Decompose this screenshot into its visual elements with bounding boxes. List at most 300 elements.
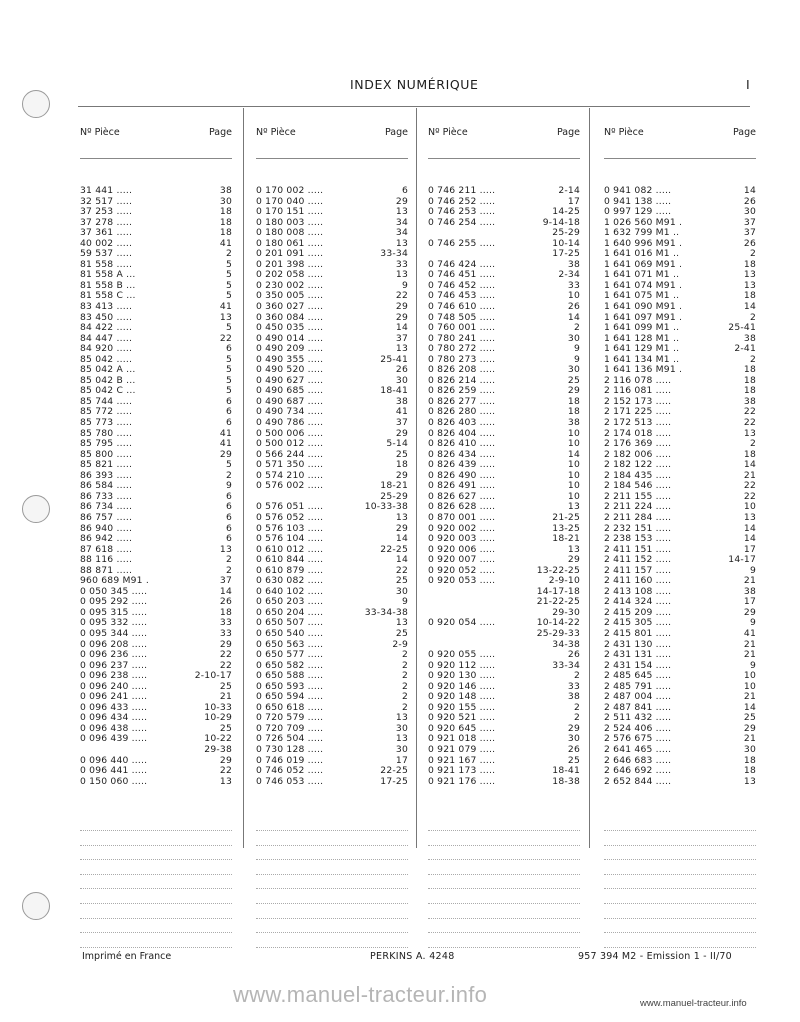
part-number: 2 646 683 ..... — [604, 754, 672, 766]
index-entry — [428, 629, 580, 640]
part-number: 0 096 238 ..... — [80, 670, 148, 682]
part-number: 0 201 091 ..... — [256, 248, 324, 260]
page-reference: 13 — [219, 311, 232, 323]
part-number: 0 650 618 ..... — [256, 701, 324, 713]
part-number: 0 490 627 ..... — [256, 374, 324, 386]
index-entry — [428, 534, 580, 545]
page-reference: 22 — [395, 564, 408, 576]
page-reference: 18-38 — [552, 775, 580, 787]
page-reference: 2 — [401, 649, 408, 661]
page-reference: 10 — [743, 670, 756, 682]
page-reference: 6 — [225, 511, 232, 523]
page-reference: 2 — [749, 248, 756, 260]
part-number: 0 490 014 ..... — [256, 332, 324, 344]
page-reference: 18 — [219, 216, 232, 228]
index-entry — [428, 418, 580, 429]
part-number: 2 641 465 ..... — [604, 743, 672, 755]
part-number: 0 826 208 ..... — [428, 364, 496, 376]
page-reference: 2-14 — [558, 185, 580, 196]
part-number: 0 826 490 ..... — [428, 469, 496, 481]
part-number: 0 826 628 ..... — [428, 501, 496, 513]
index-entry — [256, 513, 408, 524]
page-reference: 22 — [743, 490, 756, 502]
header-piece: Nº Pièce — [80, 127, 120, 138]
part-number: 0 746 453 ..... — [428, 290, 496, 302]
page-reference: 9 — [573, 353, 580, 365]
page-reference: 2 — [749, 438, 756, 450]
part-number: 86 393 ..... — [80, 469, 133, 481]
part-number: 84 447 ..... — [80, 332, 133, 344]
part-number: 2 411 160 ..... — [604, 575, 672, 587]
page-reference: 29 — [219, 754, 232, 766]
part-number: 0 096 434 ..... — [80, 712, 148, 724]
part-number: 1 026 560 M91 . — [604, 216, 683, 228]
part-number: 0 730 128 ..... — [256, 743, 324, 755]
part-number: 0 610 012 ..... — [256, 543, 324, 555]
page-reference: 21-22-25 — [536, 596, 580, 608]
part-number: 0 826 439 ..... — [428, 459, 496, 471]
part-number: 0 921 176 ..... — [428, 775, 496, 787]
part-number: 85 042 B ... — [80, 374, 136, 386]
page-reference: 2 — [401, 691, 408, 703]
part-number: 0 746 424 ..... — [428, 258, 496, 270]
page-reference: 21-25 — [552, 511, 580, 523]
part-number: 0 096 208 ..... — [80, 638, 148, 650]
page-reference: 10 — [567, 490, 580, 502]
blank-entry-lines — [604, 830, 756, 961]
part-number: 1 641 136 M91 . — [604, 364, 683, 376]
part-number: 2 232 151 ..... — [604, 522, 672, 534]
part-number: 2 524 406 ..... — [604, 722, 672, 734]
index-entry — [256, 629, 408, 640]
page-reference: 5 — [225, 364, 232, 376]
page-reference: 10 — [567, 480, 580, 492]
part-number: 0 826 214 ..... — [428, 374, 496, 386]
index-entry — [80, 302, 232, 313]
page-reference: 13 — [219, 775, 232, 787]
page-reference: 18 — [743, 448, 756, 460]
page-reference: 9 — [401, 279, 408, 291]
part-number: 0 650 203 ..... — [256, 596, 324, 608]
page-reference: 30 — [395, 743, 408, 755]
part-number: 0 826 491 ..... — [428, 480, 496, 492]
page-reference: 10-33-38 — [364, 501, 408, 513]
part-number: 37 253 ..... — [80, 206, 133, 218]
part-number: 2 172 513 ..... — [604, 417, 672, 429]
part-number: 0 170 040 ..... — [256, 195, 324, 207]
part-number: 2 415 209 ..... — [604, 606, 672, 618]
page-reference: 5 — [225, 459, 232, 471]
page-reference: 30 — [743, 743, 756, 755]
page-reference: 6 — [225, 417, 232, 429]
page-reference: 29 — [567, 385, 580, 397]
blank-line — [604, 903, 756, 904]
column-header — [604, 127, 756, 141]
page-reference: 18 — [219, 206, 232, 218]
part-number: 0 574 210 ..... — [256, 469, 324, 481]
part-number: 31 441 ..... — [80, 185, 133, 196]
part-number: 0 780 273 ..... — [428, 353, 496, 365]
page-reference: 33-34-38 — [364, 606, 408, 618]
part-number: 0 826 280 ..... — [428, 406, 496, 418]
page-reference: 18 — [743, 364, 756, 376]
part-number: 86 734 ..... — [80, 501, 133, 513]
part-number: 0 941 082 ..... — [604, 185, 672, 196]
page-reference: 13 — [743, 427, 756, 439]
part-number: 2 238 153 ..... — [604, 533, 672, 545]
index-entry — [428, 745, 580, 756]
part-number: 2 211 284 ..... — [604, 511, 672, 523]
page-reference: 9 — [749, 617, 756, 629]
blank-line — [428, 874, 580, 875]
index-rows — [80, 186, 232, 787]
column-separator — [416, 108, 417, 848]
page-reference: 25 — [395, 627, 408, 639]
page-reference: 37 — [395, 332, 408, 344]
index-entry — [604, 777, 756, 788]
index-entry — [80, 513, 232, 524]
page-reference: 29 — [395, 311, 408, 323]
part-number: 86 757 ..... — [80, 511, 133, 523]
page-reference: 25 — [219, 680, 232, 692]
index-entry — [256, 186, 408, 197]
page-reference: 33 — [567, 680, 580, 692]
page-reference: 30 — [567, 364, 580, 376]
index-entry — [428, 186, 580, 197]
part-number: 2 182 122 ..... — [604, 459, 672, 471]
part-number: 2 415 801 ..... — [604, 627, 672, 639]
index-rows — [428, 186, 580, 787]
part-number: 2 211 224 ..... — [604, 501, 672, 513]
page-reference: 26 — [567, 743, 580, 755]
page-reference: 34 — [395, 216, 408, 228]
blank-line — [256, 859, 408, 860]
part-number: 1 641 075 M1 .. — [604, 290, 680, 302]
index-column-2 — [256, 120, 408, 846]
page-reference: 18 — [567, 395, 580, 407]
blank-line — [604, 830, 756, 831]
page-reference: 29-38 — [204, 743, 232, 755]
page-reference: 10 — [743, 501, 756, 513]
part-number: 0 870 001 ..... — [428, 511, 496, 523]
page-reference: 38 — [743, 395, 756, 407]
page-reference: 21 — [743, 469, 756, 481]
part-number: 85 772 ..... — [80, 406, 133, 418]
index-column-4 — [604, 120, 756, 846]
part-number: 81 558 ..... — [80, 258, 133, 270]
part-number: 0 096 237 ..... — [80, 659, 148, 671]
part-number: 0 095 344 ..... — [80, 627, 148, 639]
index-entry — [80, 418, 232, 429]
page-reference: 38 — [567, 417, 580, 429]
page-reference: 5 — [225, 258, 232, 270]
index-entry — [80, 186, 232, 197]
index-entry — [604, 513, 756, 524]
page-reference: 30 — [395, 722, 408, 734]
part-number: 85 780 ..... — [80, 427, 133, 439]
part-number: 0 746 019 ..... — [256, 754, 324, 766]
page-title: INDEX NUMÉRIQUE — [350, 77, 479, 92]
part-number: 0 050 345 ..... — [80, 585, 148, 597]
footer-printed-in: Imprimé en France — [82, 951, 172, 962]
page-reference: 2-10-17 — [194, 670, 232, 682]
part-number: 0 920 007 ..... — [428, 554, 496, 566]
page-reference: 33 — [395, 258, 408, 270]
page-reference: 6 — [225, 395, 232, 407]
part-number: 2 652 844 ..... — [604, 775, 672, 787]
page-reference: 21 — [743, 638, 756, 650]
part-number: 2 415 305 ..... — [604, 617, 672, 629]
part-number: 1 641 099 M1 .. — [604, 322, 680, 334]
part-number: 2 184 435 ..... — [604, 469, 672, 481]
index-entry — [256, 745, 408, 756]
header-piece: Nº Pièce — [428, 127, 468, 138]
page-reference: 2 — [225, 469, 232, 481]
part-number: 2 511 432 ..... — [604, 712, 672, 724]
page-reference: 21 — [743, 649, 756, 661]
blank-line — [428, 845, 580, 846]
part-number: 0 920 148 ..... — [428, 691, 496, 703]
blank-line — [256, 932, 408, 933]
page-reference: 17 — [567, 195, 580, 207]
part-number: 2 411 152 ..... — [604, 554, 672, 566]
page-reference: 18 — [743, 765, 756, 777]
part-number: 85 744 ..... — [80, 395, 133, 407]
page-reference: 5 — [225, 374, 232, 386]
part-number: 0 201 398 ..... — [256, 258, 324, 270]
part-number: 2 411 157 ..... — [604, 564, 672, 576]
page-reference: 13 — [567, 543, 580, 555]
blank-line — [80, 903, 232, 904]
part-number: 2 182 006 ..... — [604, 448, 672, 460]
page-reference: 13 — [743, 775, 756, 787]
page-reference: 10 — [567, 438, 580, 450]
page-reference: 29 — [395, 469, 408, 481]
part-number: 81 558 B ... — [80, 279, 136, 291]
part-number: 0 490 685 ..... — [256, 385, 324, 397]
part-number: 2 116 081 ..... — [604, 385, 672, 397]
part-number: 2 211 155 ..... — [604, 490, 672, 502]
page-reference: 29 — [219, 638, 232, 650]
part-number: 0 920 521 ..... — [428, 712, 496, 724]
page-reference: 22 — [219, 332, 232, 344]
page-reference: 13 — [395, 712, 408, 724]
page-reference: 33 — [219, 627, 232, 639]
part-number: 0 576 002 ..... — [256, 480, 324, 492]
part-number: 0 826 404 ..... — [428, 427, 496, 439]
part-number: 84 422 ..... — [80, 322, 133, 334]
part-number: 0 610 844 ..... — [256, 554, 324, 566]
part-number: 0 490 520 ..... — [256, 364, 324, 376]
part-number: 85 821 ..... — [80, 459, 133, 471]
page-reference: 18 — [743, 290, 756, 302]
page-reference: 18-21 — [380, 480, 408, 492]
page-reference: 14 — [743, 533, 756, 545]
blank-entry-lines — [256, 830, 408, 961]
part-number: 0 230 002 ..... — [256, 279, 324, 291]
part-number: 0 746 253 ..... — [428, 206, 496, 218]
part-number: 0 096 441 ..... — [80, 765, 148, 777]
index-entry — [256, 418, 408, 429]
page-reference: 18 — [743, 374, 756, 386]
page-reference: 9 — [401, 596, 408, 608]
part-number: 85 773 ..... — [80, 417, 133, 429]
page-reference: 13 — [395, 237, 408, 249]
page-reference: 2 — [573, 322, 580, 334]
page-reference: 22 — [743, 417, 756, 429]
watermark-small: www.manuel-tracteur.info — [640, 998, 747, 1009]
part-number: 0 096 433 ..... — [80, 701, 148, 713]
part-number: 0 490 734 ..... — [256, 406, 324, 418]
page-reference: 6 — [225, 501, 232, 513]
page-reference: 5-14 — [386, 438, 408, 450]
blank-line — [256, 947, 408, 948]
page-reference: 9 — [225, 480, 232, 492]
page-reference: 10-22 — [204, 733, 232, 745]
column-separator — [589, 108, 590, 848]
page-reference: 13 — [567, 501, 580, 513]
page-reference: 21 — [743, 733, 756, 745]
part-number: 2 171 225 ..... — [604, 406, 672, 418]
page-reference: 25-29-33 — [536, 627, 580, 639]
part-number: 85 795 ..... — [80, 438, 133, 450]
part-number: 0 780 241 ..... — [428, 332, 496, 344]
page-reference: 17-25 — [552, 248, 580, 260]
header-page: Page — [385, 127, 408, 138]
page-reference: 6 — [225, 490, 232, 502]
page-reference: 18-41 — [380, 385, 408, 397]
part-number: 2 485 791 ..... — [604, 680, 672, 692]
column-header-rule — [256, 158, 408, 159]
page-reference: 14-17 — [728, 554, 756, 566]
index-rows — [604, 186, 756, 787]
part-number: 86 940 ..... — [80, 522, 133, 534]
index-entry — [256, 302, 408, 313]
page-reference: 2-9-10 — [548, 575, 580, 587]
part-number: 86 942 ..... — [80, 533, 133, 545]
column-header-rule — [80, 158, 232, 159]
index-entry — [604, 534, 756, 545]
part-number: 0 360 084 ..... — [256, 311, 324, 323]
part-number: 0 650 594 ..... — [256, 691, 324, 703]
blank-entry-lines — [428, 830, 580, 961]
binder-hole-middle — [22, 495, 50, 523]
page-reference: 25 — [567, 754, 580, 766]
page-reference: 33 — [219, 617, 232, 629]
page-reference: 14 — [743, 185, 756, 196]
binder-hole-bottom — [22, 892, 50, 920]
part-number: 0 920 053 ..... — [428, 575, 496, 587]
page-reference: 38 — [567, 691, 580, 703]
part-number: 2 413 108 ..... — [604, 585, 672, 597]
blank-line — [604, 888, 756, 889]
page-reference: 33 — [567, 279, 580, 291]
part-number: 40 002 ..... — [80, 237, 133, 249]
page-reference: 33-34 — [552, 659, 580, 671]
part-number: 88 871 ..... — [80, 564, 133, 576]
part-number: 0 650 582 ..... — [256, 659, 324, 671]
part-number: 0 202 058 ..... — [256, 269, 324, 281]
page-reference: 2 — [401, 670, 408, 682]
page-reference: 37 — [219, 575, 232, 587]
part-number: 0 350 005 ..... — [256, 290, 324, 302]
part-number: 0 450 035 ..... — [256, 322, 324, 334]
part-number: 59 537 ..... — [80, 248, 133, 260]
index-entry — [604, 186, 756, 197]
index-column-1 — [80, 120, 232, 846]
part-number: 0 576 052 ..... — [256, 511, 324, 523]
page-reference: 10-29 — [204, 712, 232, 724]
header-piece: Nº Pièce — [256, 127, 296, 138]
header-page: Page — [557, 127, 580, 138]
index-entry — [256, 777, 408, 788]
blank-line — [80, 874, 232, 875]
page-reference: 18 — [743, 258, 756, 270]
page-reference: 25 — [567, 374, 580, 386]
page-reference: 2 — [225, 564, 232, 576]
page-reference: 22 — [219, 649, 232, 661]
page-reference: 18-21 — [552, 533, 580, 545]
part-number: 0 746 052 ..... — [256, 765, 324, 777]
part-number: 85 042 ..... — [80, 353, 133, 365]
footer-model: PERKINS A. 4248 — [370, 951, 455, 962]
part-number: 2 431 131 ..... — [604, 649, 672, 661]
page-reference: 22-25 — [380, 543, 408, 555]
column-header-rule — [604, 158, 756, 159]
page-reference: 30 — [395, 585, 408, 597]
page-reference: 6 — [225, 406, 232, 418]
page-reference: 29 — [567, 722, 580, 734]
page-reference: 9 — [749, 564, 756, 576]
index-entry — [604, 418, 756, 429]
page-reference: 30 — [567, 332, 580, 344]
part-number: 0 490 355 ..... — [256, 353, 324, 365]
page-reference: 14 — [567, 311, 580, 323]
page-reference: 17 — [743, 596, 756, 608]
page-reference: 5 — [225, 322, 232, 334]
page-reference: 33-34 — [380, 248, 408, 260]
index-entry — [604, 302, 756, 313]
part-number: 0 096 440 ..... — [80, 754, 148, 766]
part-number: 0 920 112 ..... — [428, 659, 496, 671]
page-reference: 2 — [401, 701, 408, 713]
page-reference: 9-14-18 — [542, 216, 580, 228]
page-reference: 6 — [225, 533, 232, 545]
part-number: 2 646 692 ..... — [604, 765, 672, 777]
part-number: 0 576 104 ..... — [256, 533, 324, 545]
blank-line — [428, 903, 580, 904]
part-number: 2 576 675 ..... — [604, 733, 672, 745]
page-reference: 14 — [395, 322, 408, 334]
blank-line — [604, 845, 756, 846]
page-reference: 22 — [395, 290, 408, 302]
part-number: 1 641 128 M1 .. — [604, 332, 680, 344]
header-page: Page — [209, 127, 232, 138]
page-reference: 9 — [573, 343, 580, 355]
page-reference: 29 — [219, 448, 232, 460]
blank-line — [428, 932, 580, 933]
binder-hole-top — [22, 90, 50, 118]
index-entry — [80, 534, 232, 545]
page-reference: 22 — [743, 406, 756, 418]
column-header — [256, 127, 408, 141]
page-reference: 14 — [743, 459, 756, 471]
part-number: 0 180 008 ..... — [256, 227, 324, 239]
page-reference: 18 — [395, 459, 408, 471]
page-reference: 14-17-18 — [536, 585, 580, 597]
blank-line — [604, 859, 756, 860]
part-number: 0 150 060 ..... — [80, 775, 148, 787]
